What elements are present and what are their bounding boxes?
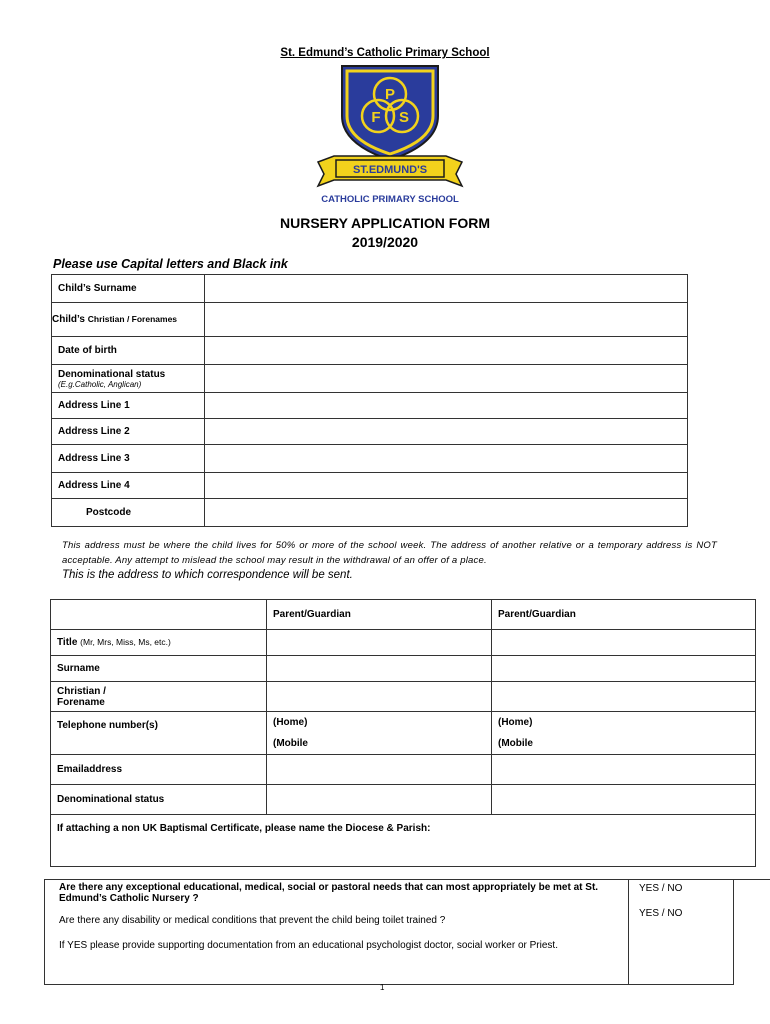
divider-line [734,879,770,880]
child-forenames-rest: Christian / Forenames [87,314,178,324]
child-forenames-label [52,303,205,337]
address-line-4-label: Address Line 4 [52,473,205,499]
parent-1-denomination-field[interactable] [267,785,492,815]
logo-letter-p: P [384,86,396,103]
forename-label [51,682,267,712]
title-label [51,630,267,656]
child-details-table [51,274,688,527]
parent-2-mobile-label: (Mobile [498,738,533,749]
surname-label: Surname [51,656,267,682]
child-denomination-text: Denominational status [58,368,166,380]
logo-letter-s: S [398,109,410,126]
parent-1-mobile-label: (Mobile [273,738,308,749]
child-surname-field[interactable] [205,275,688,303]
parent-table-corner [51,600,267,630]
child-denomination-label [52,365,205,393]
address-line-4-field[interactable] [205,473,688,499]
parent-2-forename-field[interactable] [492,682,756,712]
baptism-label: If attaching a non UK Baptismal Certificate, please name the Diocese & Parish: [57,823,431,834]
parent-denomination-label: Denominational status [51,785,267,815]
address-line-3-label: Address Line 3 [52,445,205,473]
page-number: 1 [380,983,385,992]
needs-answers [629,880,734,985]
parent-1-header: Parent/Guardian [267,600,492,630]
parent-1-surname-field[interactable] [267,656,492,682]
postcode-label: Postcode [52,499,205,527]
form-year: 2019/2020 [351,234,419,250]
title-hint: (Mr, Mrs, Miss, Ms, etc.) [80,637,171,647]
parent-2-surname-field[interactable] [492,656,756,682]
needs-table [44,879,734,985]
needs-question-1: Are there any exceptional educational, medical, social or pastoral needs that can most appropriately be met at St. Edmund’s Catholic Nursery ? [59,882,599,904]
parent-1-email-field[interactable] [267,755,492,785]
form-title [0,214,770,252]
needs-question-3: If YES please provide supporting documentation from an educational psychologist doctor, social worker or Priest. [59,940,558,951]
postcode-field[interactable] [205,499,688,527]
school-name: St. Edmund’s Catholic Primary School [280,47,490,59]
logo-banner-text: ST.EDMUND'S [352,164,428,176]
address-line-2-field[interactable] [205,419,688,445]
parent-2-email-field[interactable] [492,755,756,785]
needs-answer-2[interactable]: YES / NO [639,908,683,919]
needs-answer-1[interactable]: YES / NO [639,883,683,894]
address-line-1-field[interactable] [205,393,688,419]
address-line-2-label: Address Line 2 [52,419,205,445]
instruction-text: Please use Capital letters and Black ink [53,257,288,271]
parent-2-denomination-field[interactable] [492,785,756,815]
title-text: Title [57,637,78,648]
parent-details-table [50,599,756,867]
child-denomination-example: (E.g.Catholic, Anglican) [58,379,142,389]
address-line-3-field[interactable] [205,445,688,473]
logo-subtitle: CATHOLIC PRIMARY SCHOOL [321,194,459,205]
school-logo [312,64,468,210]
parent-1-forename-field[interactable] [267,682,492,712]
form-title-text: NURSERY APPLICATION FORM [279,215,490,231]
parent-1-title-field[interactable] [267,630,492,656]
child-forenames-prefix: Child’s [52,314,85,325]
email-label: Emailaddress [51,755,267,785]
parent-2-header: Parent/Guardian [492,600,756,630]
forename-label-line1: Christian / [57,685,106,697]
address-line-1-label: Address Line 1 [52,393,205,419]
parent-1-telephone-field[interactable] [267,712,492,755]
address-note-correspondence: This is the address to which correspondence will be sent. [62,569,353,581]
parent-2-home-label: (Home) [498,717,533,728]
logo-letter-f: F [371,109,381,126]
logo-shield [342,66,438,160]
forename-label-line2: Forename [57,696,105,708]
parent-2-title-field[interactable] [492,630,756,656]
needs-questions [45,880,629,985]
parent-2-telephone-field[interactable] [492,712,756,755]
needs-question-2: Are there any disability or medical conditions that prevent the child being toilet trained ? [59,915,446,926]
child-forenames-field[interactable] [205,303,688,337]
dob-label: Date of birth [52,337,205,365]
parent-1-home-label: (Home) [273,717,308,728]
child-surname-label: Child’s Surname [52,275,205,303]
baptism-field[interactable] [51,815,756,867]
address-note: This address must be where the child lives for 50% or more of the school week. The address of another relative or a temporary address is NOT acceptable. Any attempt to mislead the school may result in the withdrawal of an offer of a place. [62,540,717,566]
dob-field[interactable] [205,337,688,365]
telephone-label: Telephone number(s) [51,712,267,755]
child-denomination-field[interactable] [205,365,688,393]
